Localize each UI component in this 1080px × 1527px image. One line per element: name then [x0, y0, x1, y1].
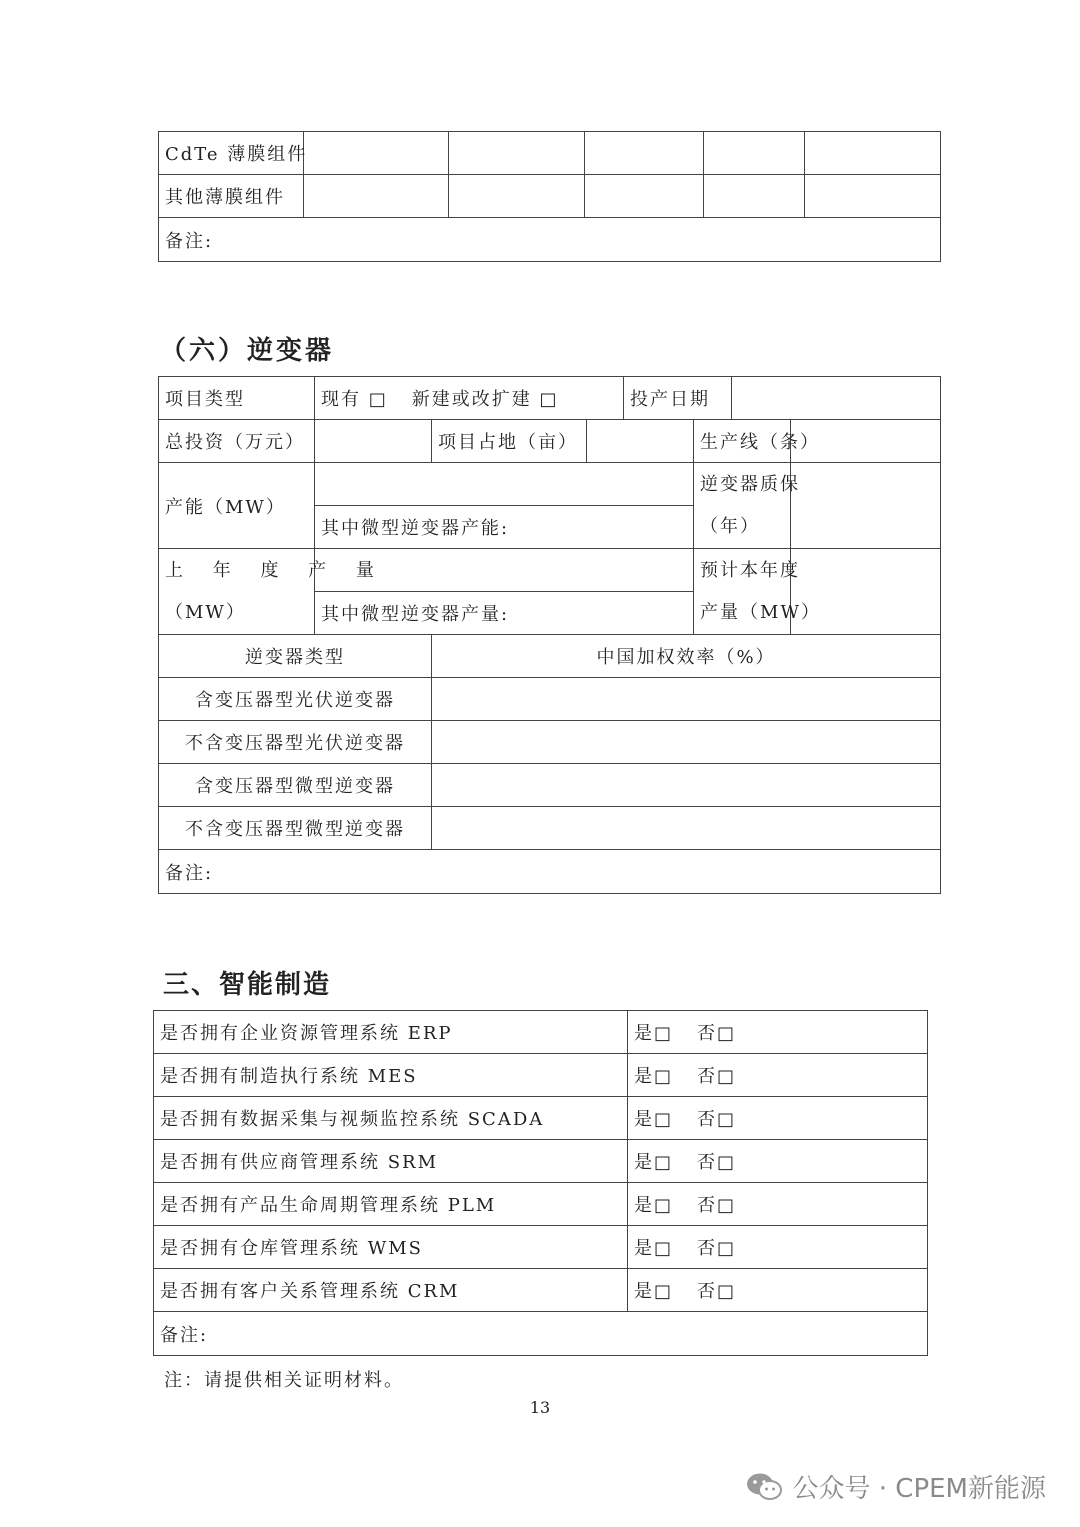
yes-checkbox[interactable]: 是□: [634, 1152, 674, 1173]
remark-cell[interactable]: 备注:: [154, 1312, 928, 1356]
system-question: 是否拥有供应商管理系统 SRM: [154, 1140, 628, 1183]
smart-manufacturing-table: [153, 1010, 928, 1356]
new-build-checkbox[interactable]: 新建或改扩建 □: [411, 389, 559, 410]
table-row: [154, 1226, 928, 1269]
watermark-text: 公众号 · CPEM新能源: [792, 1474, 1046, 1504]
table-row: [154, 1097, 928, 1140]
wechat-icon: [745, 1472, 783, 1502]
no-checkbox[interactable]: 否□: [697, 1195, 737, 1216]
efficiency-header: 中国加权效率（%）: [432, 635, 941, 678]
table-row: [159, 549, 941, 592]
section-title-smart-manufacturing: 三、智能制造: [163, 970, 332, 1000]
production-date-label: 投产日期: [624, 377, 732, 420]
warranty-label-line2: （年）: [700, 515, 761, 537]
table-row: [159, 807, 941, 850]
expected-output-label: [694, 549, 821, 635]
table-header-row: [159, 635, 941, 678]
last-output-label-line2: （MW）: [165, 601, 246, 623]
inverter-type-cell: 含变压器型微型逆变器: [159, 764, 432, 807]
row-label: 其他薄膜组件: [159, 175, 304, 218]
table-row: [159, 678, 941, 721]
warranty-label: [694, 463, 801, 549]
table-row: [154, 1054, 928, 1097]
blank-cell[interactable]: [304, 132, 449, 175]
table-row: [154, 1183, 928, 1226]
table-row: [159, 721, 941, 764]
yes-no-cell: [628, 1269, 928, 1312]
blank-cell[interactable]: [704, 175, 805, 218]
efficiency-field[interactable]: [432, 678, 941, 721]
remark-row: [159, 218, 941, 262]
total-investment-field[interactable]: [315, 420, 432, 463]
system-question: 是否拥有仓库管理系统 WMS: [154, 1226, 628, 1269]
existing-checkbox[interactable]: 现有 □: [321, 389, 388, 410]
micro-output-label[interactable]: 其中微型逆变器产量:: [315, 592, 694, 635]
project-type-label: 项目类型: [159, 377, 315, 420]
production-date-field[interactable]: [732, 377, 941, 420]
table-row: [159, 132, 941, 175]
yes-checkbox[interactable]: 是□: [634, 1281, 674, 1302]
yes-no-cell: [628, 1097, 928, 1140]
no-checkbox[interactable]: 否□: [697, 1238, 737, 1259]
system-question: 是否拥有制造执行系统 MES: [154, 1054, 628, 1097]
module-table-continuation: [158, 131, 941, 262]
inverter-table: [158, 376, 941, 894]
blank-cell[interactable]: [585, 132, 704, 175]
blank-cell[interactable]: [805, 175, 941, 218]
land-label: 项目占地（亩）: [432, 420, 587, 463]
no-checkbox[interactable]: 否□: [697, 1066, 737, 1087]
watermark: [745, 1468, 1047, 1505]
capacity-field[interactable]: [315, 463, 694, 506]
yes-no-cell: [628, 1140, 928, 1183]
inverter-type-header: 逆变器类型: [159, 635, 432, 678]
remark-cell[interactable]: 备注:: [159, 850, 941, 894]
last-output-label-line1: 上 年 度 产 量: [165, 559, 386, 581]
yes-checkbox[interactable]: 是□: [634, 1023, 674, 1044]
yes-checkbox[interactable]: 是□: [634, 1238, 674, 1259]
yes-no-cell: [628, 1011, 928, 1054]
yes-no-cell: [628, 1226, 928, 1269]
inverter-type-cell: 不含变压器型光伏逆变器: [159, 721, 432, 764]
efficiency-field[interactable]: [432, 721, 941, 764]
yes-checkbox[interactable]: 是□: [634, 1066, 674, 1087]
no-checkbox[interactable]: 否□: [697, 1152, 737, 1173]
blank-cell[interactable]: [304, 175, 449, 218]
table-row: [159, 175, 941, 218]
efficiency-field[interactable]: [432, 807, 941, 850]
expected-output-label-line1: 预计本年度: [700, 559, 801, 581]
expected-output-label-line2: 产量（MW）: [700, 601, 821, 623]
lines-label: 生产线（条）: [694, 420, 791, 463]
remark-row: [154, 1312, 928, 1356]
yes-checkbox[interactable]: 是□: [634, 1109, 674, 1130]
total-investment-label: 总投资（万元）: [159, 420, 315, 463]
table-row: [159, 420, 941, 463]
system-question: 是否拥有客户关系管理系统 CRM: [154, 1269, 628, 1312]
last-output-label: [159, 549, 386, 635]
footnote: 注：请提供相关证明材料。: [164, 1370, 404, 1391]
warranty-field[interactable]: [791, 463, 941, 549]
system-question: 是否拥有数据采集与视频监控系统 SCADA: [154, 1097, 628, 1140]
project-type-options[interactable]: [315, 377, 624, 420]
micro-capacity-label[interactable]: 其中微型逆变器产能:: [315, 506, 694, 549]
section-title-inverter: （六）逆变器: [160, 336, 335, 366]
blank-cell[interactable]: [704, 132, 805, 175]
capacity-label: 产能（MW）: [159, 463, 315, 549]
system-question: 是否拥有产品生命周期管理系统 PLM: [154, 1183, 628, 1226]
warranty-label-line1: 逆变器质保: [700, 473, 801, 495]
table-row: [159, 377, 941, 420]
table-row: [159, 463, 941, 506]
inverter-type-cell: 不含变压器型微型逆变器: [159, 807, 432, 850]
table-row: [154, 1269, 928, 1312]
yes-no-cell: [628, 1183, 928, 1226]
remark-row: [159, 850, 941, 894]
land-field[interactable]: [587, 420, 694, 463]
blank-cell[interactable]: [449, 132, 585, 175]
system-question: 是否拥有企业资源管理系统 ERP: [154, 1011, 628, 1054]
inverter-type-cell: 含变压器型光伏逆变器: [159, 678, 432, 721]
page-number: 13: [529, 1398, 551, 1417]
blank-cell[interactable]: [585, 175, 704, 218]
efficiency-field[interactable]: [432, 764, 941, 807]
blank-cell[interactable]: [805, 132, 941, 175]
row-label: CdTe 薄膜组件: [159, 132, 304, 175]
remark-cell[interactable]: 备注:: [159, 218, 941, 262]
table-row: [154, 1011, 928, 1054]
no-checkbox[interactable]: 否□: [697, 1023, 737, 1044]
table-row: [154, 1140, 928, 1183]
yes-checkbox[interactable]: 是□: [634, 1195, 674, 1216]
yes-no-cell: [628, 1054, 928, 1097]
no-checkbox[interactable]: 否□: [697, 1109, 737, 1130]
table-row: [159, 764, 941, 807]
no-checkbox[interactable]: 否□: [697, 1281, 737, 1302]
blank-cell[interactable]: [449, 175, 585, 218]
